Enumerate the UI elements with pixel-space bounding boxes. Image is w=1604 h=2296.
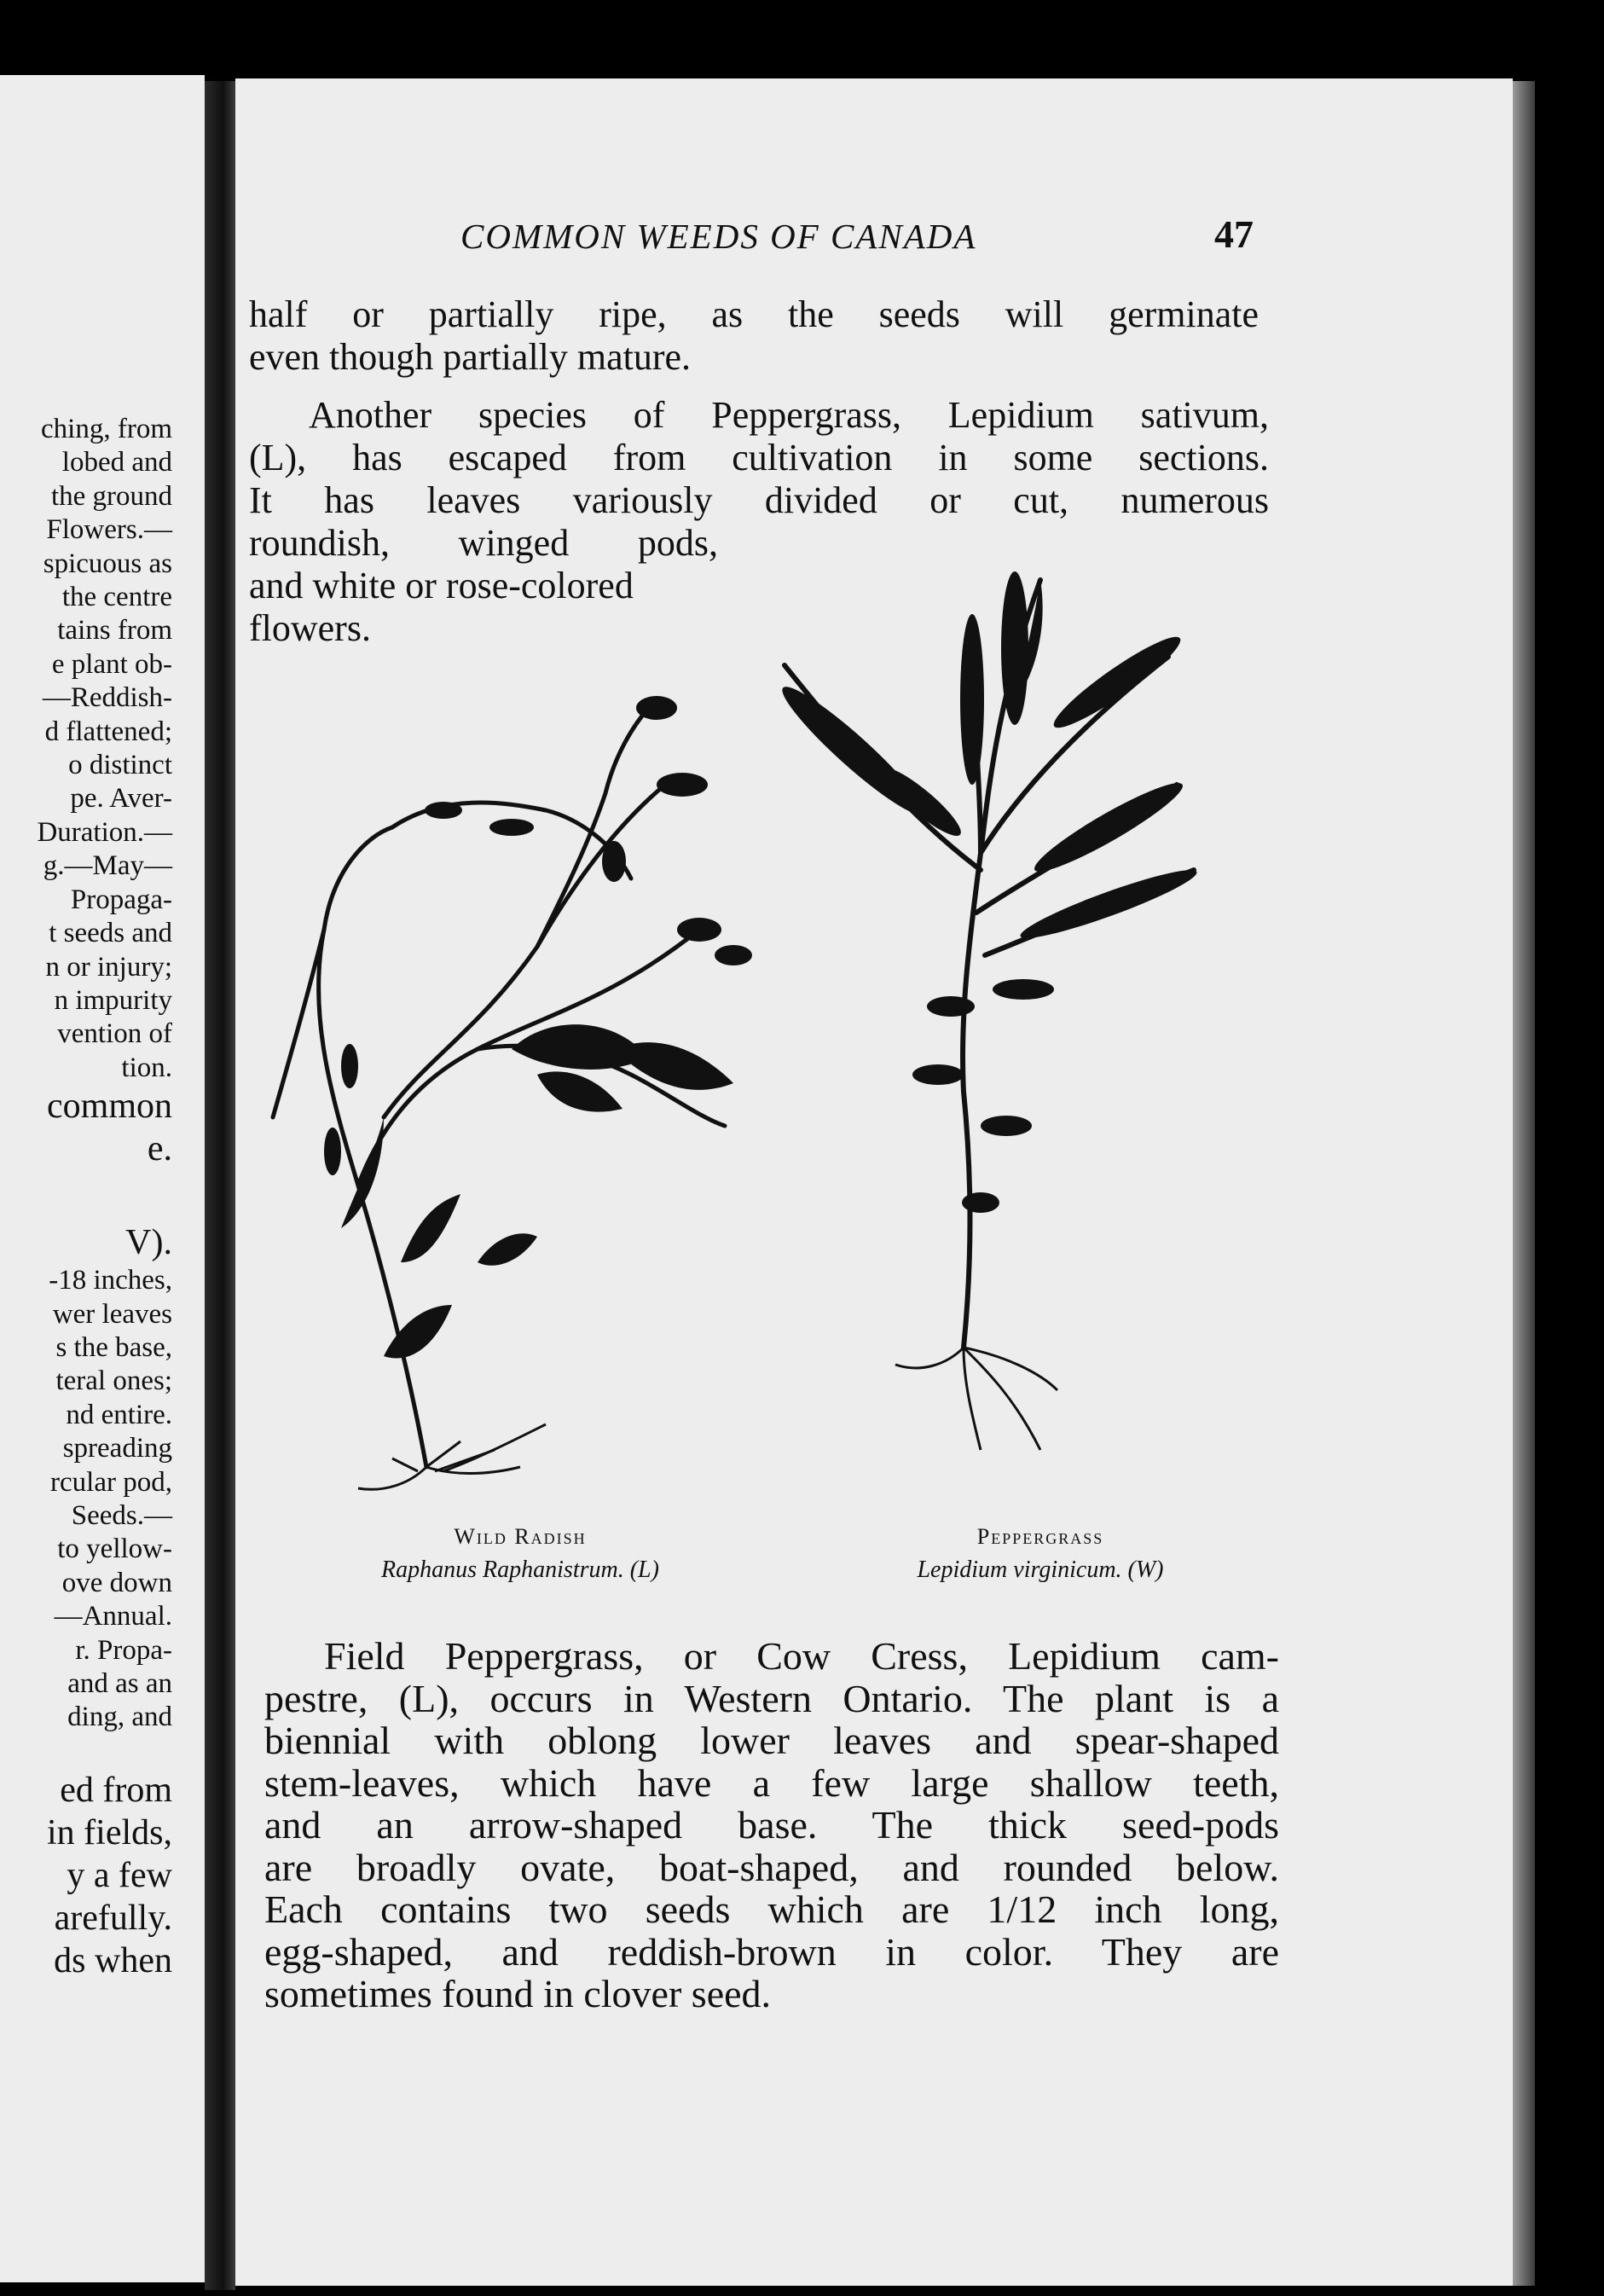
left-page-line: teral ones; [55, 1365, 172, 1397]
left-page-line: and as an [67, 1668, 172, 1699]
wild-radish-illustration [256, 674, 819, 1493]
text-line: pestre, (L), occurs in Western Ontario. The plant is a [264, 1676, 1279, 1720]
text-line-content: Another species of Peppergrass, Lepidium sativum, [309, 394, 1269, 436]
left-page-line: vention of [57, 1018, 172, 1050]
left-page-line: lobed and [61, 447, 172, 478]
left-page-line: Seeds.— [71, 1499, 172, 1531]
text-line: and an arrow-shaped base. The thick seed-pods [264, 1803, 1279, 1847]
left-page-line: spreading [62, 1433, 172, 1464]
left-page-line: ed from [60, 1770, 172, 1810]
figure-caption-peppergrass [853, 1524, 1228, 1584]
left-page-line: to yellow- [57, 1534, 172, 1565]
text-line: are broadly ovate, boat-shaped, and rounded below. [264, 1845, 1279, 1889]
left-page-line: Propaga- [70, 884, 172, 915]
text-line: and white or rose-colored [249, 565, 634, 606]
left-page-line: e. [147, 1129, 172, 1169]
left-page-line: e plant ob- [51, 648, 172, 680]
left-page-line: the centre [61, 582, 172, 613]
left-page-line: Duration.— [37, 816, 172, 848]
left-page-line: r. Propa- [75, 1634, 172, 1666]
caption-common-name: Wild Radish [454, 1524, 587, 1549]
left-page-line: rcular pod, [50, 1466, 172, 1498]
caption-latin-name: Lepidium virginicum. (W) [917, 1557, 1164, 1583]
left-page-text [0, 413, 172, 1982]
left-page-line: s the base, [55, 1331, 172, 1363]
left-page-line: n or injury; [45, 951, 172, 983]
left-page-line: g.—May— [43, 850, 172, 882]
text-line: egg-shaped, and reddish-brown in color. They are [264, 1929, 1279, 1974]
left-page-line: V). [125, 1223, 172, 1263]
left-page-line: —Reddish- [42, 682, 172, 714]
book-gutter [205, 81, 235, 2290]
text-line: flowers. [249, 607, 371, 649]
text-line: biennial with oblong lower leaves and spear-shaped [264, 1719, 1279, 1762]
left-page-line: pe. Aver- [70, 783, 172, 815]
left-page-line: —Annual. [54, 1601, 172, 1632]
left-page-line: n impurity [54, 984, 172, 1016]
left-page-line: tion. [121, 1052, 172, 1083]
left-page-line: Flowers.— [46, 514, 172, 546]
text-line: sometimes found in clover seed. [264, 1972, 772, 2015]
text-line: (L), has escaped from cultivation in some sections. [249, 437, 1269, 478]
text-line [249, 394, 1269, 437]
left-page-line: ching, from [41, 414, 172, 444]
left-page-line: wer leaves [52, 1298, 172, 1330]
page-edge [1513, 81, 1535, 2286]
text-line: half or partially ripe, as the seeds will germinate [249, 293, 1259, 335]
left-page-line: y a few [67, 1855, 172, 1895]
left-page-line: o distinct [68, 750, 172, 781]
text-line: It has leaves variously divided or cut, numerous [249, 479, 1269, 521]
left-page-line: ds when [54, 1940, 172, 1980]
peppergrass-illustration [767, 529, 1279, 1484]
left-page-line: spicuous as [43, 548, 172, 579]
left-page-line: in fields, [47, 1812, 172, 1852]
left-page-line: tains from [57, 615, 172, 646]
figure-caption-wild-radish [333, 1524, 708, 1584]
left-page [0, 75, 205, 2282]
left-page-line: ding, and [67, 1702, 172, 1733]
left-page-line: common [47, 1087, 172, 1127]
paragraph-field-peppergrass [264, 1635, 1279, 2015]
left-page-line: d flattened; [44, 716, 172, 747]
left-page-line: -18 inches, [49, 1265, 172, 1296]
caption-common-name: Peppergrass [976, 1524, 1104, 1549]
text-line: roundish, winged pods, [249, 522, 718, 564]
left-page-line: the ground [50, 480, 172, 512]
left-page-line: ove down [61, 1567, 172, 1598]
running-header: COMMON WEEDS OF CANADA [460, 217, 977, 256]
text-line: stem-leaves, which have a few large shallow teeth, [264, 1760, 1279, 1805]
caption-latin-name: Raphanus Raphanistrum. (L) [381, 1557, 659, 1583]
paragraph-continuation [249, 293, 1259, 379]
page-number: 47 [1214, 212, 1254, 256]
text-line: Field Peppergrass, or Cow Cress, Lepidium cam- [324, 1634, 1279, 1678]
left-page-line: nd entire. [66, 1399, 172, 1430]
text-line: even though partially mature. [249, 336, 692, 378]
text-line: Each contains two seeds which are 1/12 inch long, [264, 1887, 1279, 1931]
left-page-line: t seeds and [49, 918, 172, 949]
left-page-line: arefully. [54, 1898, 172, 1938]
